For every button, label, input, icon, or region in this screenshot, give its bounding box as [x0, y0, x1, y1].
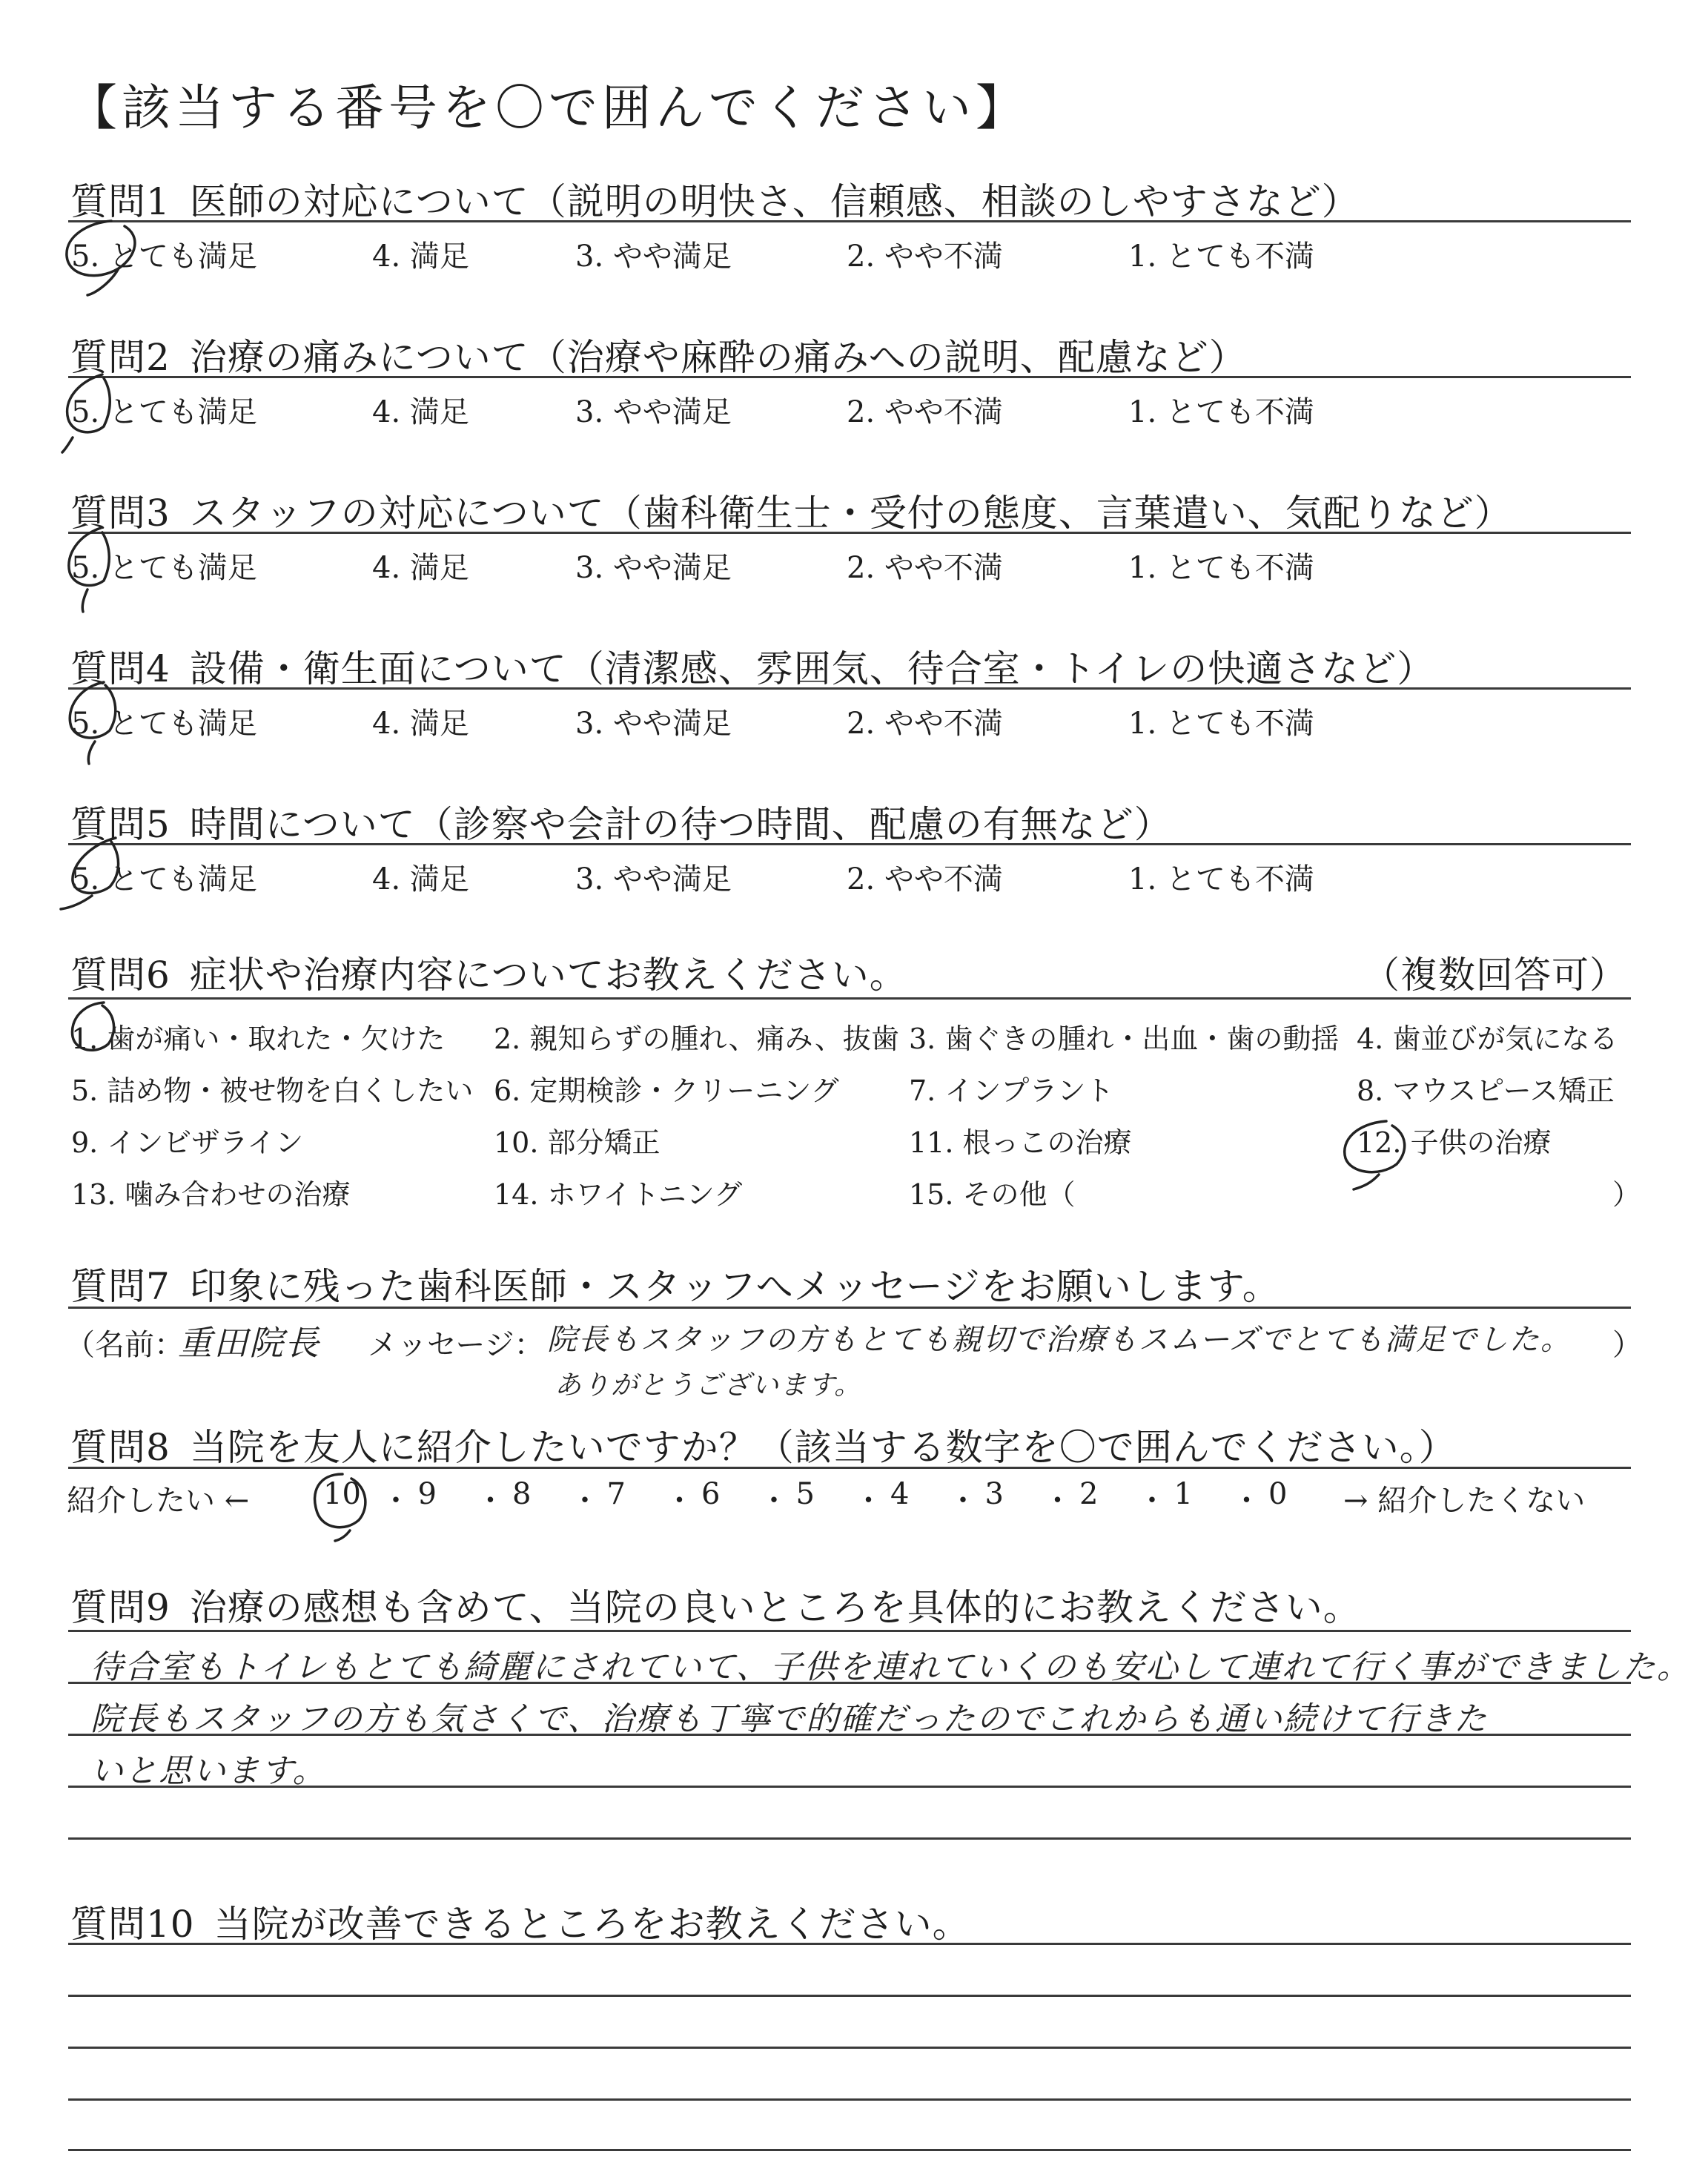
- q9-text: 治療の感想も含めて、当院の良いところを具体的にお教えください。: [189, 1586, 1361, 1629]
- q2-option-5[interactable]: 5. とても満足: [71, 395, 257, 429]
- q5-option-2[interactable]: 2. やや不満: [847, 862, 1003, 896]
- q1-number: 質問1: [70, 180, 171, 223]
- q9-number: 質問9: [70, 1586, 171, 1629]
- q8-scale-2[interactable]: 2: [1079, 1477, 1099, 1511]
- q2-option-3[interactable]: 3. やや満足: [575, 395, 732, 429]
- q8-text: 当院を友人に紹介したいですか？（該当する数字を〇で囲んでください。）: [189, 1426, 1457, 1469]
- q8-scale-4[interactable]: 4: [890, 1477, 910, 1511]
- q1-option-4[interactable]: 4. 満足: [372, 240, 469, 274]
- q4-option-2[interactable]: 2. やや不満: [847, 707, 1003, 741]
- q3-option-2[interactable]: 2. やや不満: [847, 551, 1003, 585]
- q8-scale-10[interactable]: 10: [323, 1477, 361, 1511]
- q4-option-4[interactable]: 4. 満足: [372, 707, 469, 741]
- q6-other-close-paren: ）: [1612, 1178, 1641, 1211]
- q6-option-12-circle-mark: [1345, 1121, 1405, 1189]
- q6-option-1[interactable]: 1. 歯が痛い・取れた・欠けた: [71, 1023, 446, 1055]
- q6-option-10[interactable]: 10. 部分矯正: [494, 1126, 661, 1159]
- q8-scale-separator: ・: [948, 1484, 978, 1518]
- q6-note: （複数回答可）: [1363, 954, 1627, 997]
- q9-answer-line-3[interactable]: いと思います。: [90, 1752, 327, 1790]
- q8-scale-separator: ・: [664, 1484, 695, 1518]
- q8-scale-separator: ・: [475, 1484, 506, 1518]
- q8-scale-6[interactable]: 6: [701, 1477, 721, 1511]
- q7-name-label: （名前：: [65, 1328, 184, 1362]
- q4-option-5[interactable]: 5. とても満足: [71, 707, 257, 741]
- q8-left-label: 紹介したい ←: [67, 1484, 250, 1518]
- q2-number: 質問2: [70, 336, 171, 379]
- q3-option-1[interactable]: 1. とても不満: [1128, 551, 1314, 585]
- q6-option-6[interactable]: 6. 定期検診・クリーニング: [494, 1074, 839, 1107]
- q10-text: 当院が改善できるところをお教えください。: [214, 1903, 970, 1946]
- q5-circle-mark: [61, 838, 119, 909]
- q3-option-3[interactable]: 3. やや満足: [575, 551, 732, 585]
- q3-option-5[interactable]: 5. とても満足: [71, 551, 257, 585]
- q7-message-line-1[interactable]: 院長もスタッフの方もとても親切で治療もスムーズでとても満足でした。: [547, 1323, 1572, 1357]
- q5-option-3[interactable]: 3. やや満足: [575, 862, 732, 896]
- q8-scale-separator: ・: [1042, 1484, 1073, 1518]
- q2-option-2[interactable]: 2. やや不満: [847, 395, 1003, 429]
- q4-circle-mark: [70, 682, 115, 764]
- q3-number: 質問3: [70, 492, 171, 535]
- q8-scale-separator: ・: [1231, 1484, 1262, 1518]
- q1-option-1[interactable]: 1. とても不満: [1128, 240, 1314, 274]
- q4-number: 質問4: [70, 647, 171, 690]
- q6-option-4[interactable]: 4. 歯並びが気になる: [1357, 1023, 1618, 1055]
- q6-option-5[interactable]: 5. 詰め物・被せ物を白くしたい: [71, 1074, 474, 1107]
- q7-name-value[interactable]: 重田院長: [178, 1323, 320, 1363]
- q6-option-3[interactable]: 3. 歯ぐきの腫れ・出血・歯の動揺: [909, 1023, 1340, 1055]
- q7-message-line-2[interactable]: ありがとうございます。: [555, 1370, 863, 1401]
- q8-number: 質問8: [70, 1426, 171, 1469]
- q6-text: 症状や治療内容についてお教えください。: [189, 954, 907, 997]
- q3-circle-mark: [69, 528, 109, 612]
- q8-scale-3[interactable]: 3: [984, 1477, 1004, 1511]
- q6-option-1-circle-mark: [72, 1003, 113, 1050]
- q5-option-5[interactable]: 5. とても満足: [71, 862, 257, 896]
- q8-scale-separator: ・: [1137, 1484, 1167, 1518]
- q8-scale-7[interactable]: 7: [606, 1477, 626, 1511]
- q8-scale-separator: ・: [759, 1484, 789, 1518]
- q6-option-9[interactable]: 9. インビザライン: [71, 1126, 304, 1159]
- q9-answer-line-1[interactable]: 待合室もトイレもとても綺麗にされていて、子供を連れていくのも安心して連れて行く事ができました。: [90, 1648, 1691, 1686]
- page-title: 【該当する番号を〇で囲んでください】: [68, 79, 1029, 136]
- q6-number: 質問6: [70, 954, 171, 997]
- q5-option-4[interactable]: 4. 満足: [372, 862, 469, 896]
- q8-scale-8[interactable]: 8: [512, 1477, 532, 1511]
- q7-text: 印象に残った歯科医師・スタッフへメッセージをお願いします。: [189, 1265, 1280, 1308]
- q6-option-13[interactable]: 13. 噛み合わせの治療: [71, 1178, 351, 1211]
- q5-option-1[interactable]: 1. とても不満: [1128, 862, 1314, 896]
- q2-circle-mark: [62, 374, 110, 452]
- q4-option-3[interactable]: 3. やや満足: [575, 707, 732, 741]
- q8-circle-mark: [315, 1474, 365, 1541]
- q2-text: 治療の痛みについて（治療や麻酔の痛みへの説明、配慮など）: [189, 336, 1247, 379]
- q7-close-paren: ）: [1612, 1328, 1642, 1362]
- q4-text: 設備・衛生面について（清潔感、雰囲気、待合室・トイレの快適さなど）: [189, 647, 1435, 690]
- q6-option-8[interactable]: 8. マウスピース矯正: [1357, 1074, 1615, 1107]
- q1-circle-mark: [67, 221, 135, 295]
- q1-option-2[interactable]: 2. やや不満: [847, 240, 1003, 274]
- q5-text: 時間について（診察や会計の待つ時間、配慮の有無など）: [189, 803, 1172, 846]
- q1-option-5[interactable]: 5. とても満足: [71, 240, 257, 274]
- q4-option-1[interactable]: 1. とても不満: [1128, 707, 1314, 741]
- q8-scale-9[interactable]: 9: [417, 1477, 437, 1511]
- q8-scale-0[interactable]: 0: [1268, 1477, 1288, 1511]
- q6-option-11[interactable]: 11. 根っこの治療: [909, 1126, 1132, 1159]
- q8-scale-5[interactable]: 5: [795, 1477, 815, 1511]
- q2-option-4[interactable]: 4. 満足: [372, 395, 469, 429]
- q10-number: 質問10: [70, 1903, 195, 1946]
- q6-option-15[interactable]: 15. その他（: [909, 1178, 1076, 1211]
- q9-answer-line-2[interactable]: 院長もスタッフの方も気さくで、治療も丁寧で的確だったのでこれからも通い続けて行きた: [90, 1700, 1489, 1738]
- q6-option-7[interactable]: 7. インプラント: [909, 1074, 1114, 1107]
- q6-option-2[interactable]: 2. 親知らずの腫れ、痛み、抜歯: [494, 1023, 899, 1055]
- q8-scale-1[interactable]: 1: [1174, 1477, 1193, 1511]
- q7-message-label: メッセージ：: [368, 1328, 544, 1362]
- q5-number: 質問5: [70, 803, 171, 846]
- q8-scale-separator: ・: [570, 1484, 600, 1518]
- q7-number: 質問7: [70, 1265, 171, 1308]
- q1-option-3[interactable]: 3. やや満足: [575, 240, 732, 274]
- q6-option-12[interactable]: 12. 子供の治療: [1357, 1126, 1552, 1159]
- q3-text: スタッフの対応について（歯科衛生士・受付の態度、言葉遣い、気配りなど）: [189, 492, 1512, 535]
- q1-text: 医師の対応について（説明の明快さ、信頼感、相談のしやすさなど）: [189, 180, 1360, 223]
- q8-scale-separator: ・: [381, 1484, 411, 1518]
- q8-right-label: → 紹介したくない: [1343, 1484, 1586, 1518]
- q2-option-1[interactable]: 1. とても不満: [1128, 395, 1314, 429]
- q6-option-14[interactable]: 14. ホワイトニング: [494, 1178, 743, 1211]
- q3-option-4[interactable]: 4. 満足: [372, 551, 469, 585]
- q8-scale-separator: ・: [853, 1484, 884, 1518]
